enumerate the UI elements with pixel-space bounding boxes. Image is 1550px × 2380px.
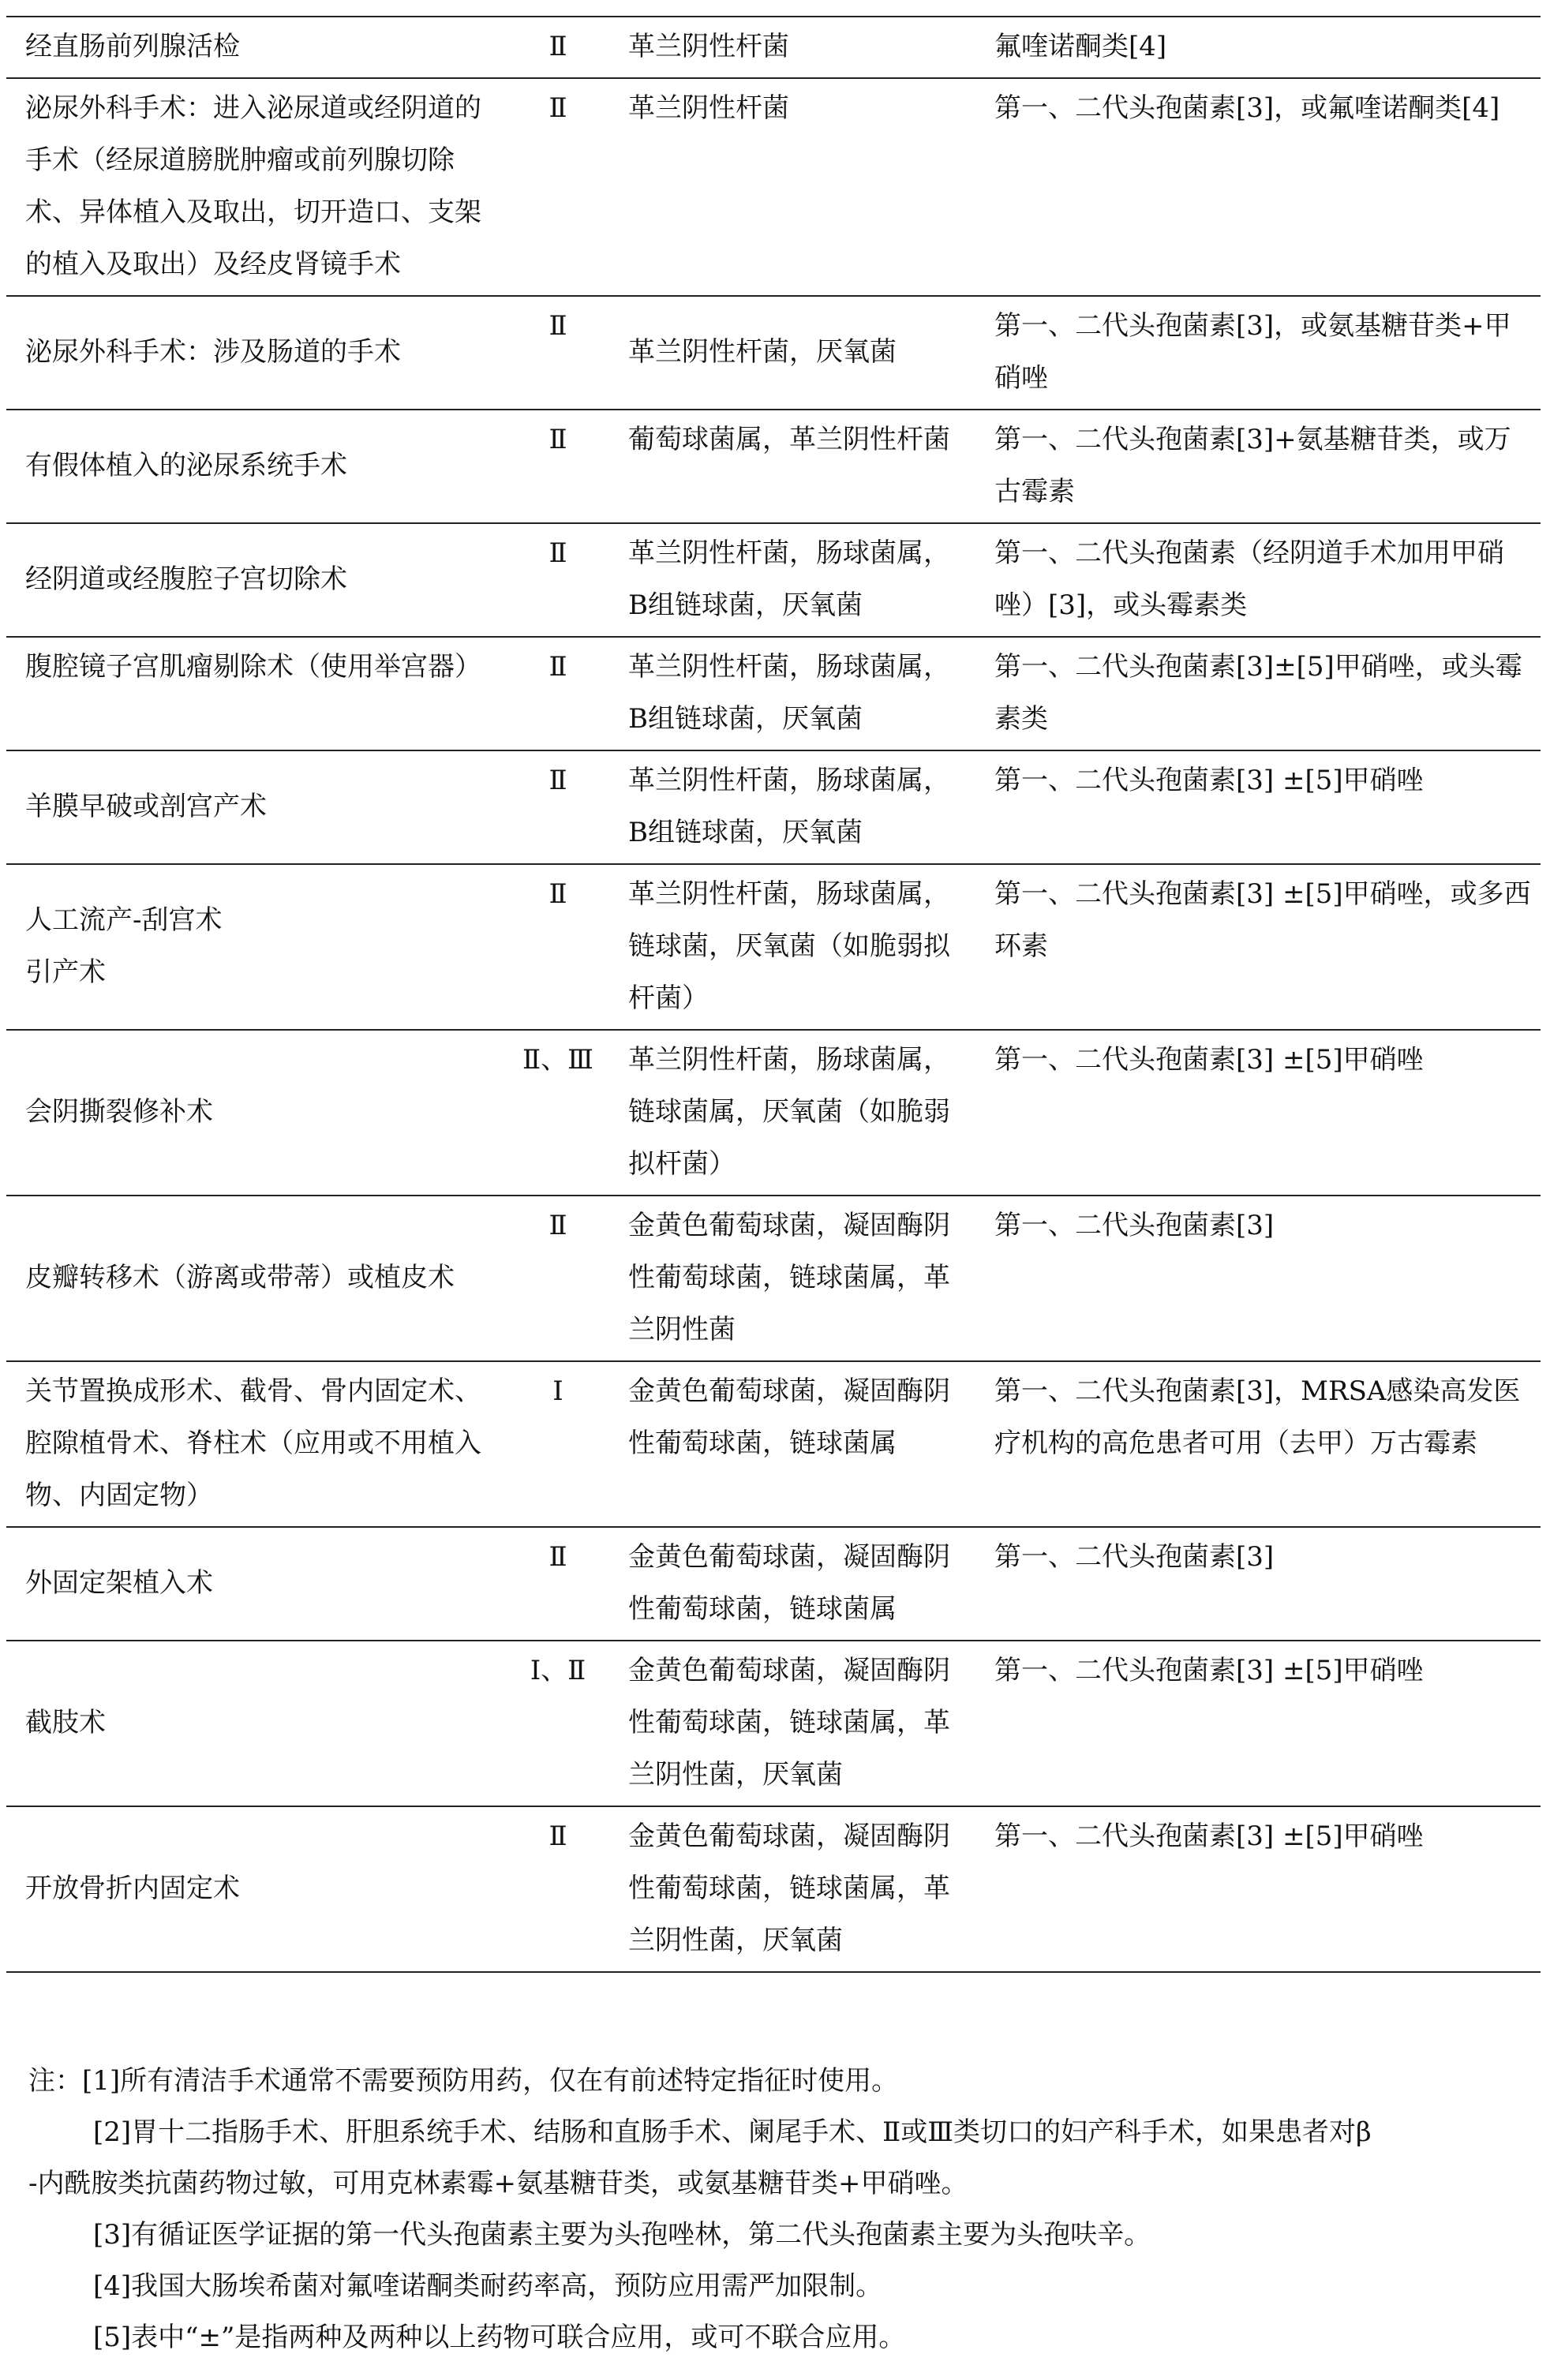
incision-grade-cell: Ⅰ、Ⅱ — [507, 1641, 609, 1806]
table-row — [6, 410, 1541, 523]
pathogen-cell: 革兰阴性杆菌，厌氧菌 — [609, 296, 975, 410]
procedure-cell: 关节置换成形术、截骨、骨内固定术、腔隙植骨术、脊柱术（应用或不用植入物、内固定物） — [6, 1361, 507, 1527]
incision-grade-cell: Ⅱ — [507, 296, 609, 410]
table-row — [6, 637, 1541, 750]
procedure-cell: 开放骨折内固定术 — [6, 1806, 507, 1972]
incision-grade-cell: Ⅱ — [507, 17, 609, 78]
antibiotic-cell: 第一、二代头孢菌素（经阴道手术加用甲硝唑）[3]，或头霉素类 — [975, 523, 1541, 637]
note-4: [4]我国大肠埃希菌对氟喹诺酮类耐药率高，预防应用需严加限制。 — [93, 2270, 883, 2302]
procedure-cell: 有假体植入的泌尿系统手术 — [6, 410, 507, 523]
antibiotic-cell: 第一、二代头孢菌素[3] ±[5]甲硝唑 — [975, 750, 1541, 864]
pathogen-cell: 葡萄球菌属，革兰阴性杆菌 — [609, 410, 975, 523]
pathogen-cell: 金黄色葡萄球菌，凝固酶阴性葡萄球菌，链球菌属，革兰阴性菌，厌氧菌 — [609, 1806, 975, 1972]
note-2-continued: -内酰胺类抗菌药物过敏，可用克林素霉+氨基糖苷类，或氨基糖苷类+甲硝唑。 — [28, 2168, 968, 2199]
antibiotic-cell: 第一、二代头孢菌素[3] — [975, 1527, 1541, 1641]
incision-grade-cell: Ⅱ — [507, 410, 609, 523]
incision-grade-cell: Ⅱ — [507, 78, 609, 296]
procedure-cell: 羊膜早破或剖宫产术 — [6, 750, 507, 864]
table-row — [6, 1641, 1541, 1806]
pathogen-cell: 革兰阴性杆菌，肠球菌属，B组链球菌，厌氧菌 — [609, 750, 975, 864]
table-row — [6, 1527, 1541, 1641]
pathogen-cell: 金黄色葡萄球菌，凝固酶阴性葡萄球菌，链球菌属，革兰阴性菌，厌氧菌 — [609, 1641, 975, 1806]
antibiotic-cell: 第一、二代头孢菌素[3] ±[5]甲硝唑，或多西环素 — [975, 864, 1541, 1030]
incision-grade-cell: Ⅱ — [507, 523, 609, 637]
procedure-cell: 皮瓣转移术（游离或带蒂）或植皮术 — [6, 1196, 507, 1361]
table-row — [6, 78, 1541, 296]
procedure-cell: 经阴道或经腹腔子宫切除术 — [6, 523, 507, 637]
procedure-cell: 截肢术 — [6, 1641, 507, 1806]
table-row — [6, 750, 1541, 864]
table-row — [6, 1030, 1541, 1196]
table-row — [6, 17, 1541, 78]
procedure-cell: 泌尿外科手术：进入泌尿道或经阴道的手术（经尿道膀胱肿瘤或前列腺切除术、异体植入及取出，切开造口、支架的植入及取出）及经皮肾镜手术 — [6, 78, 507, 296]
pathogen-cell: 金黄色葡萄球菌，凝固酶阴性葡萄球菌，链球菌属 — [609, 1527, 975, 1641]
antibiotic-cell: 第一、二代头孢菌素[3] — [975, 1196, 1541, 1361]
pathogen-cell: 金黄色葡萄球菌，凝固酶阴性葡萄球菌，链球菌属 — [609, 1361, 975, 1527]
table-row — [6, 1806, 1541, 1972]
incision-grade-cell: Ⅱ — [507, 750, 609, 864]
note-5: [5]表中“±”是指两种及两种以上药物可联合应用，或可不联合应用。 — [93, 2322, 906, 2353]
antibiotic-cell: 第一、二代头孢菌素[3]，或氟喹诺酮类[4] — [975, 78, 1541, 296]
antibiotic-cell: 第一、二代头孢菌素[3]+氨基糖苷类，或万古霉素 — [975, 410, 1541, 523]
procedure-cell: 外固定架植入术 — [6, 1527, 507, 1641]
procedure-cell: 会阴撕裂修补术 — [6, 1030, 507, 1196]
note-3: [3]有循证医学证据的第一代头孢菌素主要为头孢唑林，第二代头孢菌素主要为头孢呋辛。 — [93, 2219, 1151, 2251]
note-1: 注：[1]所有清洁手术通常不需要预防用药，仅在有前述特定指征时使用。 — [28, 2065, 899, 2097]
prophylaxis-table — [6, 16, 1541, 1973]
procedure-cell: 经直肠前列腺活检 — [6, 17, 507, 78]
incision-grade-cell: Ⅱ、Ⅲ — [507, 1030, 609, 1196]
table-row — [6, 1361, 1541, 1527]
procedure-cell: 人工流产-刮宫术 引产术 — [6, 864, 507, 1030]
antibiotic-cell: 第一、二代头孢菌素[3] ±[5]甲硝唑 — [975, 1806, 1541, 1972]
pathogen-cell: 革兰阴性杆菌 — [609, 78, 975, 296]
pathogen-cell: 革兰阴性杆菌，肠球菌属，链球菌，厌氧菌（如脆弱拟杆菌） — [609, 864, 975, 1030]
procedure-cell: 泌尿外科手术：涉及肠道的手术 — [6, 296, 507, 410]
table-row — [6, 523, 1541, 637]
antibiotic-cell: 第一、二代头孢菌素[3]±[5]甲硝唑，或头霉素类 — [975, 637, 1541, 750]
antibiotic-cell: 第一、二代头孢菌素[3]，或氨基糖苷类+甲硝唑 — [975, 296, 1541, 410]
pathogen-cell: 革兰阴性杆菌，肠球菌属，B组链球菌，厌氧菌 — [609, 637, 975, 750]
pathogen-cell: 革兰阴性杆菌，肠球菌属，链球菌属，厌氧菌（如脆弱拟杆菌） — [609, 1030, 975, 1196]
table-notes — [28, 2056, 1536, 2363]
antibiotic-cell: 第一、二代头孢菌素[3] ±[5]甲硝唑 — [975, 1641, 1541, 1806]
table-row — [6, 864, 1541, 1030]
pathogen-cell: 革兰阴性杆菌，肠球菌属，B组链球菌，厌氧菌 — [609, 523, 975, 637]
incision-grade-cell: Ⅱ — [507, 637, 609, 750]
pathogen-cell: 革兰阴性杆菌 — [609, 17, 975, 78]
incision-grade-cell: Ⅰ — [507, 1361, 609, 1527]
incision-grade-cell: Ⅱ — [507, 1806, 609, 1972]
pathogen-cell: 金黄色葡萄球菌，凝固酶阴性葡萄球菌，链球菌属，革兰阴性菌 — [609, 1196, 975, 1361]
antibiotic-cell: 氟喹诺酮类[4] — [975, 17, 1541, 78]
table-row — [6, 1196, 1541, 1361]
procedure-cell: 腹腔镜子宫肌瘤剔除术（使用举宫器） — [6, 637, 507, 750]
note-2: [2]胃十二指肠手术、肝胆系统手术、结肠和直肠手术、阑尾手术、Ⅱ或Ⅲ类切口的妇产科手术，如果患者对β — [93, 2116, 1372, 2148]
incision-grade-cell: Ⅱ — [507, 864, 609, 1030]
antibiotic-cell: 第一、二代头孢菌素[3] ±[5]甲硝唑 — [975, 1030, 1541, 1196]
table-row — [6, 296, 1541, 410]
antibiotic-cell: 第一、二代头孢菌素[3]，MRSA感染高发医疗机构的高危患者可用（去甲）万古霉素 — [975, 1361, 1541, 1527]
incision-grade-cell: Ⅱ — [507, 1196, 609, 1361]
incision-grade-cell: Ⅱ — [507, 1527, 609, 1641]
